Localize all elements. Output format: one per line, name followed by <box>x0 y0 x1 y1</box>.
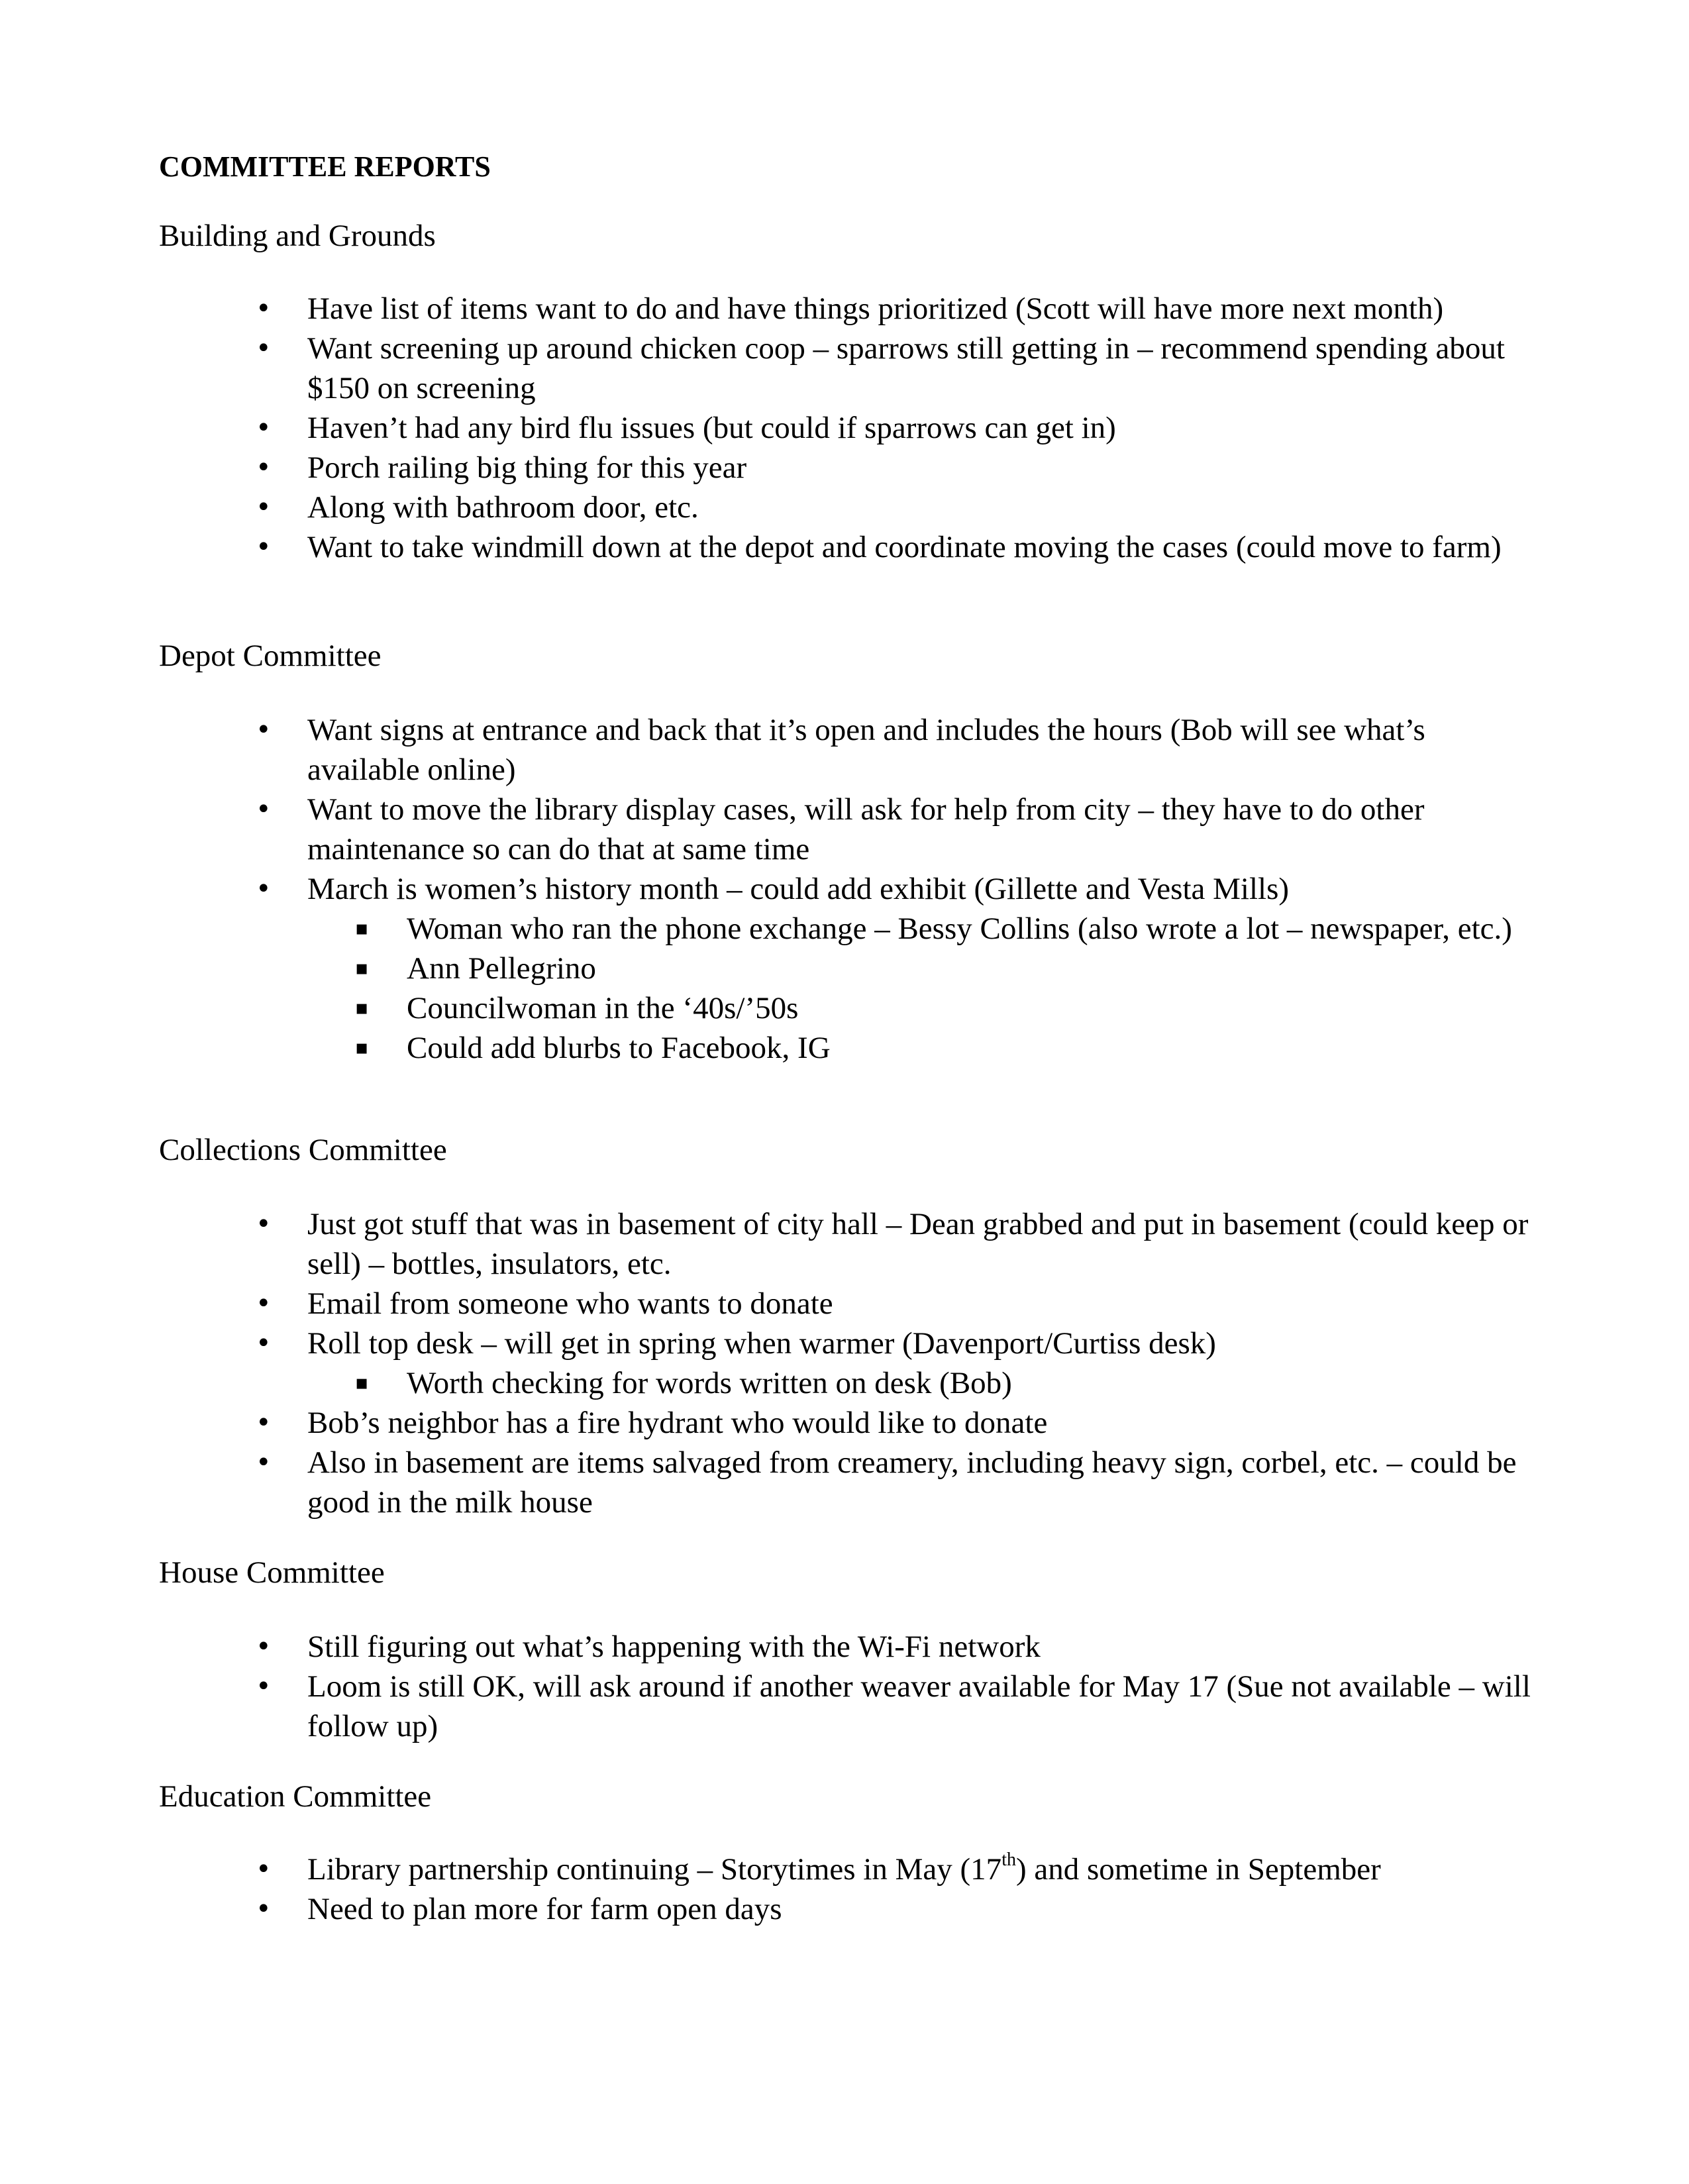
section-title-collections: Collections Committee <box>159 1133 447 1167</box>
list-item-text-after: ) and sometime in September <box>1015 1852 1381 1887</box>
building-grounds-list <box>0 289 1689 567</box>
section-title-house: House Committee <box>159 1555 385 1590</box>
list-item-text: March is women’s history month – could add exhibit (Gillette and Vesta Mills) <box>307 872 1290 906</box>
list-item-text: Roll top desk – will get in spring when warmer (Davenport/Curtiss desk) <box>307 1326 1216 1361</box>
depot-list <box>0 710 1689 1068</box>
list-item: • Want to move the library display cases, will ask for help from city – they have to do other maintenance so can do that at same time <box>0 790 1541 869</box>
list-item: • Loom is still OK, will ask around if another weaver available for May 17 (Sue not available – will follow up) <box>0 1667 1541 1746</box>
list-item <box>0 1324 1541 1403</box>
list-item: • Have list of items want to do and have things prioritized (Scott will have more next month) <box>0 289 1541 329</box>
sublist-item: ▪ Ann Pellegrino <box>407 949 1541 988</box>
list-item: • Want signs at entrance and back that it’s open and includes the hours (Bob will see what’s available online) <box>0 710 1541 790</box>
sublist-item: ▪ Woman who ran the phone exchange – Bessy Collins (also wrote a lot – newspaper, etc.) <box>407 909 1541 949</box>
list-item: • Also in basement are items salvaged from creamery, including heavy sign, corbel, etc. – could be good in the milk house <box>0 1443 1541 1522</box>
list-item: • Want to take windmill down at the depot and coordinate moving the cases (could move to farm) <box>0 527 1541 567</box>
collections-list <box>0 1204 1689 1522</box>
collections-sublist <box>307 1363 1541 1403</box>
list-item: • Haven’t had any bird flu issues (but could if sparrows can get in) <box>0 408 1541 448</box>
list-item: • Just got stuff that was in basement of city hall – Dean grabbed and put in basement (could keep or sell) – bottles, insulators, etc. <box>0 1204 1541 1284</box>
page-heading: COMMITTEE REPORTS <box>159 150 491 183</box>
education-list <box>0 1849 1689 1929</box>
depot-sublist <box>307 909 1541 1068</box>
list-item-text-before: Library partnership continuing – Storytimes in May (17 <box>307 1852 1002 1887</box>
section-title-building-grounds: Building and Grounds <box>159 219 436 253</box>
list-item: • Along with bathroom door, etc. <box>0 488 1541 527</box>
sublist-item: ▪ Worth checking for words written on desk (Bob) <box>407 1363 1541 1403</box>
sublist-item: ▪ Councilwoman in the ‘40s/’50s <box>407 988 1541 1028</box>
list-item: • Need to plan more for farm open days <box>0 1889 1541 1929</box>
section-title-education: Education Committee <box>159 1779 432 1814</box>
list-item: • Porch railing big thing for this year <box>0 448 1541 488</box>
list-item: • Email from someone who wants to donate <box>0 1284 1541 1324</box>
list-item <box>0 869 1541 1068</box>
list-item: • Still figuring out what’s happening with the Wi-Fi network <box>0 1627 1541 1667</box>
list-item: • Bob’s neighbor has a fire hydrant who would like to donate <box>0 1403 1541 1443</box>
list-item <box>0 1849 1541 1889</box>
sublist-item: ▪ Could add blurbs to Facebook, IG <box>407 1028 1541 1068</box>
house-list <box>0 1627 1689 1746</box>
list-item: • Want screening up around chicken coop – sparrows still getting in – recommend spending about $150 on screening <box>0 329 1541 408</box>
ordinal-suffix: th <box>1001 1849 1016 1871</box>
section-title-depot: Depot Committee <box>159 639 382 673</box>
